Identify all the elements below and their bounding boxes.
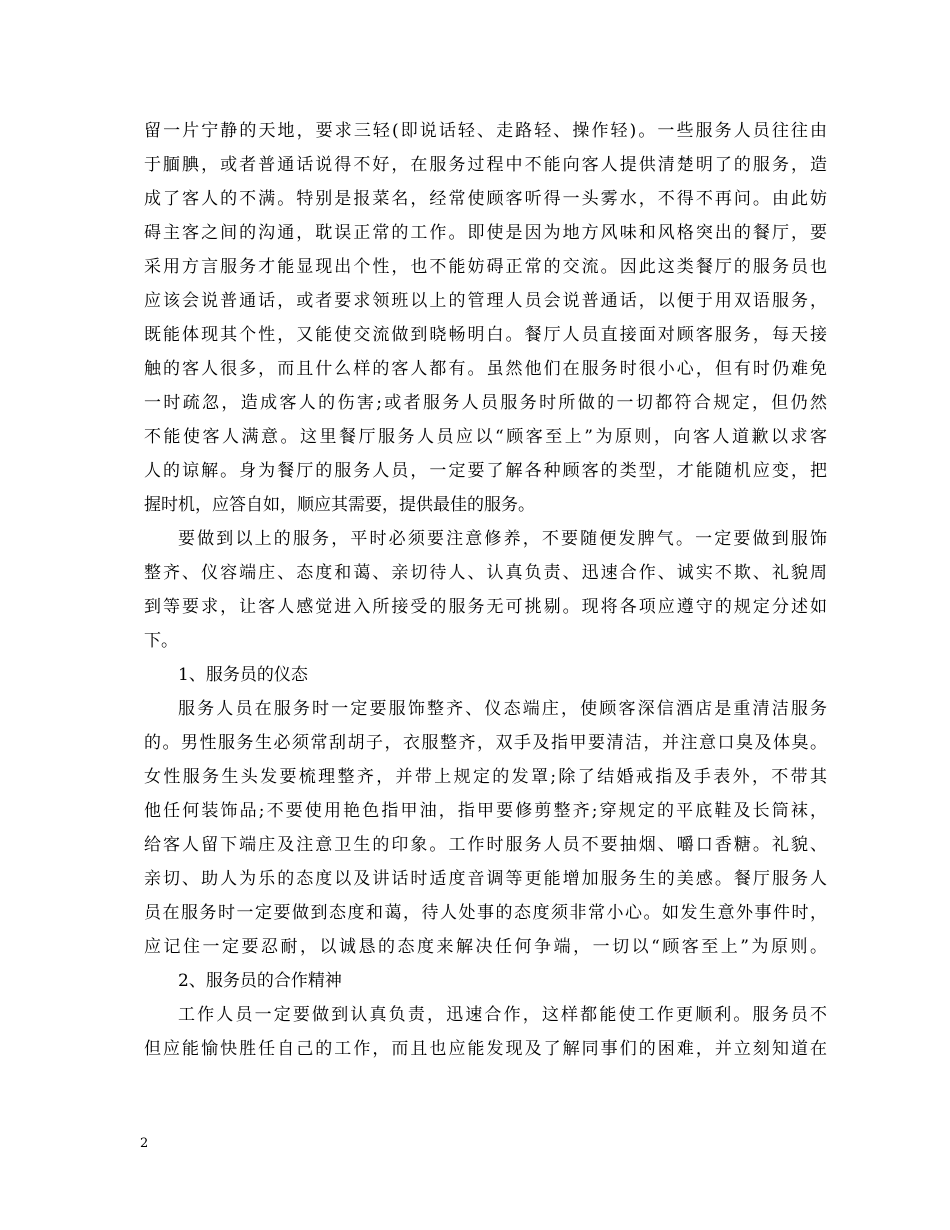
body-text <box>144 114 827 1066</box>
text-line: 不能使客人满意。这里餐厅服务人员应以“顾客至上”为原则，向客人道歉以求客 <box>144 427 827 447</box>
text-line: 但应能愉快胜任自己的工作，而且也应能发现及了解同事们的困难，并立刻知道在 <box>144 1039 827 1059</box>
text-line: 给客人留下端庄及注意卫生的印象。工作时服务人员不要抽烟、嚼口香糖。礼貌、 <box>144 835 827 855</box>
text-line: 人的谅解。身为餐厅的服务人员，一定要了解各种顾客的类型，才能随机应变，把 <box>144 461 827 481</box>
text-line: 整齐、仪容端庄、态度和蔼、亲切待人、认真负责、迅速合作、诚实不欺、礼貌周 <box>144 563 827 583</box>
text-line: 触的客人很多，而且什么样的客人都有。虽然他们在服务时很小心，但有时仍难免 <box>144 359 827 379</box>
text-line: 应该会说普通话，或者要求领班以上的管理人员会说普通话，以便于用双语服务， <box>144 291 827 311</box>
text-line: 到等要求，让客人感觉进入所接受的服务无可挑剔。现将各项应遵守的规定分述如 <box>144 597 827 617</box>
paragraph-first-line: 服务人员在服务时一定要服饰整齐、仪态端庄，使顾客深信酒店是重清洁服务 <box>178 699 827 719</box>
text-line: 一时疏忽，造成客人的伤害;或者服务人员服务时所做的一切都符合规定，但仍然 <box>144 393 827 413</box>
text-line: 留一片宁静的天地，要求三轻(即说话轻、走路轻、操作轻)。一些服务人员往往由 <box>144 121 827 141</box>
text-line: 的。男性服务生必须常刮胡子，衣服整齐，双手及指甲要清洁，并注意口臭及体臭。 <box>144 733 827 753</box>
text-line: 握时机，应答自如，顺应其需要，提供最佳的服务。 <box>144 495 535 515</box>
text-line: 他任何装饰品;不要使用艳色指甲油，指甲要修剪整齐;穿规定的平底鞋及长筒袜， <box>144 801 827 821</box>
text-line: 下。 <box>144 631 178 651</box>
text-line: 员在服务时一定要做到态度和蔼，待人处事的态度须非常小心。如发生意外事件时， <box>144 903 827 923</box>
text-line: 亲切、助人为乐的态度以及讲话时适度音调等更能增加服务生的美感。餐厅服务人 <box>144 869 827 889</box>
page-number: 2 <box>140 1136 149 1151</box>
text-line: 于腼腆，或者普通话说得不好，在服务过程中不能向客人提供清楚明了的服务，造 <box>144 155 827 175</box>
text-line: 成了客人的不满。特别是报菜名，经常使顾客听得一头雾水，不得不再问。由此妨 <box>144 189 827 209</box>
paragraph-first-line: 1、服务员的仪态 <box>178 665 308 685</box>
paragraph-first-line: 工作人员一定要做到认真负责，迅速合作，这样都能使工作更顺利。服务员不 <box>178 1005 827 1025</box>
text-line: 女性服务生头发要梳理整齐，并带上规定的发罩;除了结婚戒指及手表外，不带其 <box>144 767 827 787</box>
text-line: 既能体现其个性，又能使交流做到晓畅明白。餐厅人员直接面对顾客服务，每天接 <box>144 325 827 345</box>
paragraph-first-line: 2、服务员的合作精神 <box>178 971 342 991</box>
text-line: 采用方言服务才能显现出个性，也不能妨碍正常的交流。因此这类餐厅的服务员也 <box>144 257 827 277</box>
text-line: 碍主客之间的沟通，耽误正常的工作。即使是因为地方风味和风格突出的餐厅，要 <box>144 223 827 243</box>
text-line: 应记住一定要忍耐，以诚恳的态度来解决任何争端，一切以“顾客至上”为原则。 <box>144 937 827 957</box>
paragraph-first-line: 要做到以上的服务，平时必须要注意修养，不要随便发脾气。一定要做到服饰 <box>178 529 827 549</box>
